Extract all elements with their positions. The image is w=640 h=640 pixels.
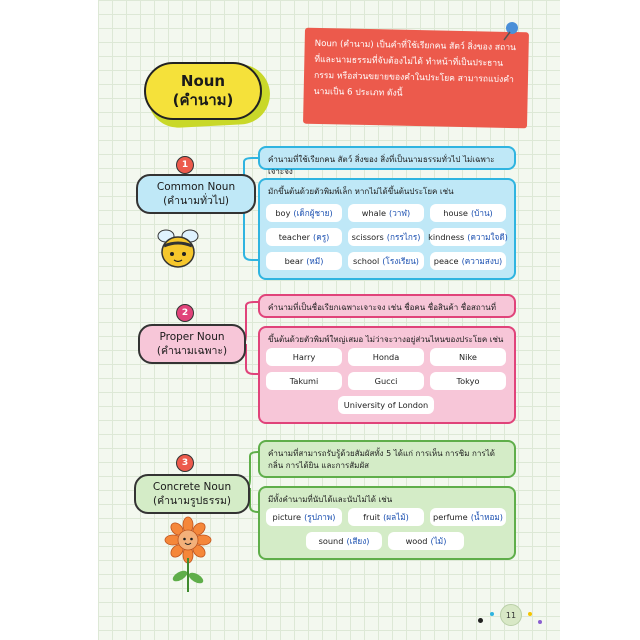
section-2-number: 2 [176, 304, 194, 322]
example-chip: whale (วาฬ) [348, 204, 424, 222]
section-1-name-en: Common Noun [156, 181, 236, 193]
section-1-definition [258, 146, 516, 176]
page-title [144, 62, 270, 126]
section-2-examples-box [258, 326, 516, 424]
pushpin-icon [500, 20, 522, 42]
example-chip: bear (หมี) [266, 252, 342, 270]
decor-dot [490, 612, 494, 616]
example-chip: house (บ้าน) [430, 204, 506, 222]
example-chip: Tokyo [430, 372, 506, 390]
example-chip: sound (เสียง) [306, 532, 382, 550]
section-2-name-en: Proper Noun [159, 331, 225, 343]
intro-box [303, 28, 529, 129]
example-chip: boy (เด็กผู้ชาย) [266, 204, 342, 222]
section-1-definition-text: คำนามที่ใช้เรียกคน สัตว์ สิ่งของ สิ่งที่เป็นนามธรรมทั่วไป ไม่เฉพาะเจาะจง [268, 155, 495, 176]
title-line2: (คำนาม) [172, 91, 234, 109]
decor-dot [478, 618, 483, 623]
example-chip: Gucci [348, 372, 424, 390]
decor-dot [538, 620, 542, 624]
example-chip: kindness (ความใจดี) [430, 228, 506, 246]
decor-dot [528, 612, 532, 616]
section-2-note: ขึ้นต้นด้วยตัวพิมพ์ใหญ่เสมอ ไม่ว่าจะวางอยู่ส่วนไหนของประโยค เช่น [268, 335, 504, 344]
section-3-name-en: Concrete Noun [152, 481, 232, 493]
section-2-title [138, 324, 246, 364]
example-chip: wood (ไม้) [388, 532, 464, 550]
section-1-note: มักขึ้นต้นด้วยตัวพิมพ์เล็ก หากไม่ได้ขึ้นต้นประโยค เช่น [268, 187, 454, 196]
section-3-number: 3 [176, 454, 194, 472]
example-chip: Nike [430, 348, 506, 366]
bee-icon [154, 226, 202, 270]
page [98, 0, 560, 640]
section-1-number: 1 [176, 156, 194, 174]
example-chip: Harry [266, 348, 342, 366]
example-chip: Takumi [266, 372, 342, 390]
section-1-examples-box [258, 178, 516, 280]
flower-icon [158, 514, 218, 594]
title-line1: Noun [180, 72, 226, 90]
section-3-definition-text: คำนามที่สามารถรับรู้ด้วยสัมผัสทั้ง 5 ได้แก่ การเห็น การชิม การได้กลิ่น การได้ยิน และการสัมผัส [268, 449, 495, 470]
example-chip: Honda [348, 348, 424, 366]
section-3-note: มีทั้งคำนามที่นับได้และนับไม่ได้ เช่น [268, 495, 393, 504]
example-chip: teacher (ครู) [266, 228, 342, 246]
example-chip: peace (ความสงบ) [430, 252, 506, 270]
page-number: 11 [500, 604, 522, 626]
example-chip: perfume (น้ำหอม) [430, 508, 506, 526]
example-chip: scissors (กรรไกร) [348, 228, 424, 246]
section-3-definition [258, 440, 516, 478]
section-2-definition [258, 294, 516, 318]
example-chip: picture (รูปภาพ) [266, 508, 342, 526]
section-2-definition-text: คำนามที่เป็นชื่อเรียกเฉพาะเจาะจง เช่น ชื่อคน ชื่อสินค้า ชื่อสถานที่ [268, 303, 496, 312]
section-3-name-th: (คำนามรูปธรรม) [152, 495, 232, 507]
example-chip: fruit (ผลไม้) [348, 508, 424, 526]
section-3-examples-box [258, 486, 516, 560]
intro-text: Noun (คำนาม) เป็นคำที่ใช้เรียกคน สัตว์ สิ่งของ สถานที่และนามธรรมที่จับต้องไม่ได้ ทำหน้าที่เป็นประธาน กรรม หรือส่วนขยายของคำในประโยค สามารถแบ่งคำนามเป็น 6 ประเภท ดังนี้ [313, 38, 517, 99]
section-1-name-th: (คำนามทั่วไป) [163, 195, 229, 207]
section-1-title [136, 174, 256, 214]
section-3-title [134, 474, 250, 514]
example-chip: University of London [338, 396, 434, 414]
section-2-name-th: (คำนามเฉพาะ) [156, 345, 228, 357]
example-chip: school (โรงเรียน) [348, 252, 424, 270]
